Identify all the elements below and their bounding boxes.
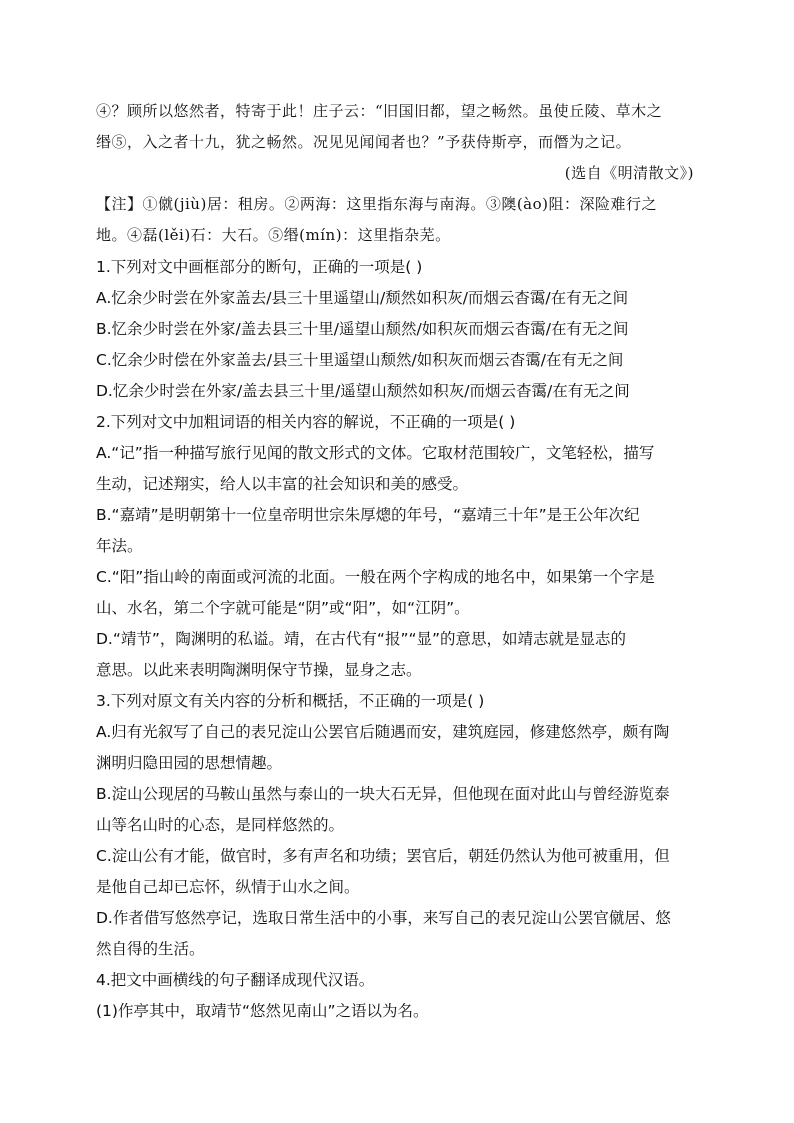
q2-option-c-line-1: C.“阳”指山岭的南面或河流的北面。一般在两个字构成的地名中，如果第一个字是	[96, 568, 655, 586]
q2-option-d-line-1: D.“靖节”，陶渊明的私谥。靖，在古代有“报”“显”的意思，如靖志就是显志的	[96, 630, 627, 648]
q1-stem: 1.下列对文中画框部分的断句，正确的一项是( )	[96, 258, 423, 276]
q1-option-d: D.忆余少时尝在外家/盖去县三十里/遥望山颓然如积灰/而烟云杳霭/在有无之间	[96, 382, 630, 400]
q3-option-b-line-1: B.淀山公现居的马鞍山虽然与泰山的一块大石无异，但他现在面对此山与曾经游览泰	[96, 785, 670, 803]
q1-option-c: C.忆余少时偿在外家盖去/县三十里遥望山颓然/如积灰而烟云杳霭/在有无之间	[96, 351, 624, 369]
q4-stem: 4.把文中画横线的句子翻译成现代汉语。	[96, 971, 375, 989]
q4-sentence-1: (1)作亭其中，取靖节“悠然见南山”之语以为名。	[96, 1002, 429, 1020]
q2-option-c-line-2: 山、水名，第二个字就可能是“阴”或“阳”，如“江阴”。	[96, 599, 470, 617]
q2-option-b-line-2: 年法。	[96, 537, 143, 555]
q2-option-b-line-1: B.“嘉靖”是明朝第十一位皇帝明世宗朱厚熜的年号，“嘉靖三十年”是王公年次纪	[96, 506, 640, 524]
q2-stem: 2.下列对文中加粗词语的相关内容的解说，不正确的一项是( )	[96, 413, 516, 431]
q3-option-a-line-1: A.归有光叙写了自己的表兄淀山公罢官后随遇而安，建筑庭园，修建悠然亭，颇有陶	[96, 723, 670, 741]
q1-option-a: A.忆余少时尝在外家盖去/县三十里遥望山/颓然如积灰/而烟云杳霭/在有无之间	[96, 289, 629, 307]
q1-option-b: B.忆余少时尝在外家/盖去县三十里/遥望山颓然/如积灰而烟云杳霭/在有无之间	[96, 320, 629, 338]
q3-option-c-line-1: C.淀山公有才能，做官时，多有声名和功绩；罢官后，朝廷仍然认为他可被重用，但	[96, 847, 670, 865]
q2-option-d-line-2: 意思。以此来表明陶渊明保守节操，显身之志。	[96, 661, 422, 679]
q3-option-d-line-1: D.作者借写悠然亭记，选取日常生活中的小事，来写自己的表兄淀山公罢官僦居、悠	[96, 909, 671, 927]
q3-option-d-line-2: 然自得的生活。	[96, 940, 205, 958]
q3-option-a-line-2: 渊明归隐田园的思想情趣。	[96, 754, 283, 772]
q3-option-c-line-2: 是他自己却已忘怀，纵情于山水之间。	[96, 878, 360, 896]
q3-option-b-line-2: 山等名山时的心态，是同样悠然的。	[96, 816, 345, 834]
passage-source: (选自《明清散文》)	[564, 164, 694, 182]
notes-line-2: 地。④磊(lěi)石：大石。⑤缗(mín)：这里指杂芜。	[96, 226, 451, 244]
q2-option-a-line-2: 生动，记述翔实，给人以丰富的社会知识和美的感受。	[96, 475, 469, 493]
q3-stem: 3.下列对原文有关内容的分析和概括，不正确的一项是( )	[96, 692, 485, 710]
passage-line-1: ④？顾所以悠然者，特寄于此！庄子云：“旧国旧都，望之畅然。虽使丘陵、草木之	[96, 102, 663, 120]
notes-line-1: 【注】①僦(jiù)居：租房。②两海：这里指东海与南海。③隩(ào)阻：深险难行之	[96, 195, 657, 213]
passage-line-2: 缗⑤，入之者十九，犹之畅然。况见见闻闻者也？”予获侍斯亭，而僭为之记。	[96, 133, 632, 151]
q2-option-a-line-1: A.“记”指一种描写旅行见闻的散文形式的文体。它取材范围较广，文笔轻松，描写	[96, 444, 655, 462]
